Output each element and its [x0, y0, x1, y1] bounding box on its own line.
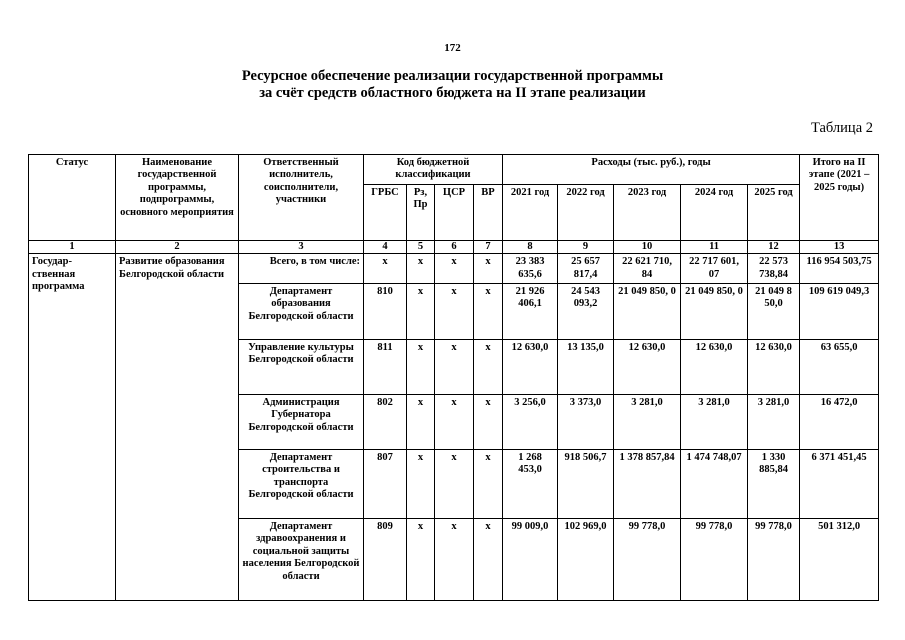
header-rz-pr: Рз, Пр: [407, 184, 435, 240]
expense-2023-cell: 3 281,0: [614, 395, 681, 450]
grbs-cell: 810: [364, 284, 407, 340]
rz-pr-cell: х: [407, 340, 435, 395]
expense-2025-cell: 1 330 885,84: [748, 450, 800, 519]
csr-cell: х: [435, 284, 474, 340]
grbs-cell: 809: [364, 519, 407, 601]
expense-2021-cell: 23 383 635,6: [503, 254, 558, 284]
vr-cell: х: [474, 395, 503, 450]
grbs-cell: 802: [364, 395, 407, 450]
expense-2023-cell: 1 378 857,84: [614, 450, 681, 519]
document-title-line: Ресурсное обеспечение реализации государственной программы: [241, 68, 664, 84]
header-executor: Ответственный исполнитель, соисполнители, участники: [239, 155, 364, 241]
column-number: 12: [748, 240, 800, 253]
column-number: 5: [407, 240, 435, 253]
expense-2025-cell: 22 573 738,84: [748, 254, 800, 284]
column-number: 9: [558, 240, 614, 253]
expense-2023-cell: 12 630,0: [614, 340, 681, 395]
rz-pr-cell: х: [407, 284, 435, 340]
column-number: 10: [614, 240, 681, 253]
expense-2021-cell: 99 009,0: [503, 519, 558, 601]
csr-cell: х: [435, 450, 474, 519]
expense-2024-cell: 12 630,0: [681, 340, 748, 395]
rz-pr-cell: х: [407, 519, 435, 601]
rz-pr-cell: х: [407, 395, 435, 450]
column-number: 7: [474, 240, 503, 253]
total-cell: 16 472,0: [800, 395, 879, 450]
header-budget-code: Код бюджетной классификации: [364, 155, 503, 185]
header-year: 2025 год: [748, 184, 800, 240]
total-cell: 116 954 503,75: [800, 254, 879, 284]
total-cell: 63 655,0: [800, 340, 879, 395]
expense-2024-cell: 21 049 850, 0: [681, 284, 748, 340]
expense-2023-cell: 22 621 710, 84: [614, 254, 681, 284]
expense-2021-cell: 21 926 406,1: [503, 284, 558, 340]
expense-2025-cell: 99 778,0: [748, 519, 800, 601]
header-grbs: ГРБС: [364, 184, 407, 240]
document-title-line: за счёт средств областного бюджета на II этапе реализации: [259, 85, 646, 101]
rz-pr-cell: х: [407, 254, 435, 284]
executor-cell: Департамент строительства и транспорта Белгородской области: [239, 450, 364, 519]
expense-2022-cell: 25 657 817,4: [558, 254, 614, 284]
csr-cell: х: [435, 519, 474, 601]
expense-2024-cell: 22 717 601, 07: [681, 254, 748, 284]
csr-cell: х: [435, 254, 474, 284]
expense-2025-cell: 3 281,0: [748, 395, 800, 450]
header-csr: ЦСР: [435, 184, 474, 240]
header-expenses: Расходы (тыс. руб.), годы: [503, 155, 800, 185]
expense-2021-cell: 12 630,0: [503, 340, 558, 395]
expense-2022-cell: 13 135,0: [558, 340, 614, 395]
executor-cell: Администрация Губернатора Белгородской области: [239, 395, 364, 450]
grbs-cell: 811: [364, 340, 407, 395]
header-row: [29, 155, 879, 185]
csr-cell: х: [435, 395, 474, 450]
expense-2024-cell: 3 281,0: [681, 395, 748, 450]
table-label: Таблица 2: [810, 120, 873, 136]
column-number: 6: [435, 240, 474, 253]
vr-cell: х: [474, 254, 503, 284]
expense-2022-cell: 24 543 093,2: [558, 284, 614, 340]
column-number: 4: [364, 240, 407, 253]
expense-2022-cell: 918 506,7: [558, 450, 614, 519]
page-number: 172: [444, 42, 461, 54]
expense-2021-cell: 1 268 453,0: [503, 450, 558, 519]
vr-cell: х: [474, 519, 503, 601]
expense-2021-cell: 3 256,0: [503, 395, 558, 450]
column-number: 11: [681, 240, 748, 253]
expense-2024-cell: 1 474 748,07: [681, 450, 748, 519]
executor-cell: Всего, в том числе:: [239, 254, 364, 284]
status-cell: Государ-ственная программа: [29, 254, 116, 601]
total-cell: 6 371 451,45: [800, 450, 879, 519]
executor-cell: Департамент здравоохранения и социальной защиты населения Белгородской области: [239, 519, 364, 601]
total-cell: 501 312,0: [800, 519, 879, 601]
vr-cell: х: [474, 450, 503, 519]
expense-2022-cell: 102 969,0: [558, 519, 614, 601]
vr-cell: х: [474, 284, 503, 340]
executor-cell: Департамент образования Белгородской области: [239, 284, 364, 340]
column-number: 3: [239, 240, 364, 253]
budget-table: [28, 154, 879, 601]
expense-2023-cell: 99 778,0: [614, 519, 681, 601]
program-name-cell: Развитие образования Белгородской области: [116, 254, 239, 601]
header-year: 2022 год: [558, 184, 614, 240]
header-vr: ВР: [474, 184, 503, 240]
header-total: Итого на II этапе (2021 – 2025 годы): [800, 155, 879, 241]
expense-2023-cell: 21 049 850, 0: [614, 284, 681, 340]
header-name: Наименование государственной программы, подпрограммы, основного мероприятия: [116, 155, 239, 241]
rz-pr-cell: х: [407, 450, 435, 519]
expense-2024-cell: 99 778,0: [681, 519, 748, 601]
column-number: 8: [503, 240, 558, 253]
grbs-cell: 807: [364, 450, 407, 519]
header-year: 2023 год: [614, 184, 681, 240]
column-number: 1: [29, 240, 116, 253]
table-row: [29, 254, 879, 284]
expense-2022-cell: 3 373,0: [558, 395, 614, 450]
document-title: [0, 68, 905, 102]
header-year: 2024 год: [681, 184, 748, 240]
csr-cell: х: [435, 340, 474, 395]
executor-cell: Управление культуры Белгородской области: [239, 340, 364, 395]
vr-cell: х: [474, 340, 503, 395]
expense-2025-cell: 21 049 8 50,0: [748, 284, 800, 340]
expense-2025-cell: 12 630,0: [748, 340, 800, 395]
header-status: Статус: [29, 155, 116, 241]
column-number-row: [29, 240, 879, 253]
grbs-cell: х: [364, 254, 407, 284]
column-number: 2: [116, 240, 239, 253]
column-number: 13: [800, 240, 879, 253]
header-year: 2021 год: [503, 184, 558, 240]
total-cell: 109 619 049,3: [800, 284, 879, 340]
